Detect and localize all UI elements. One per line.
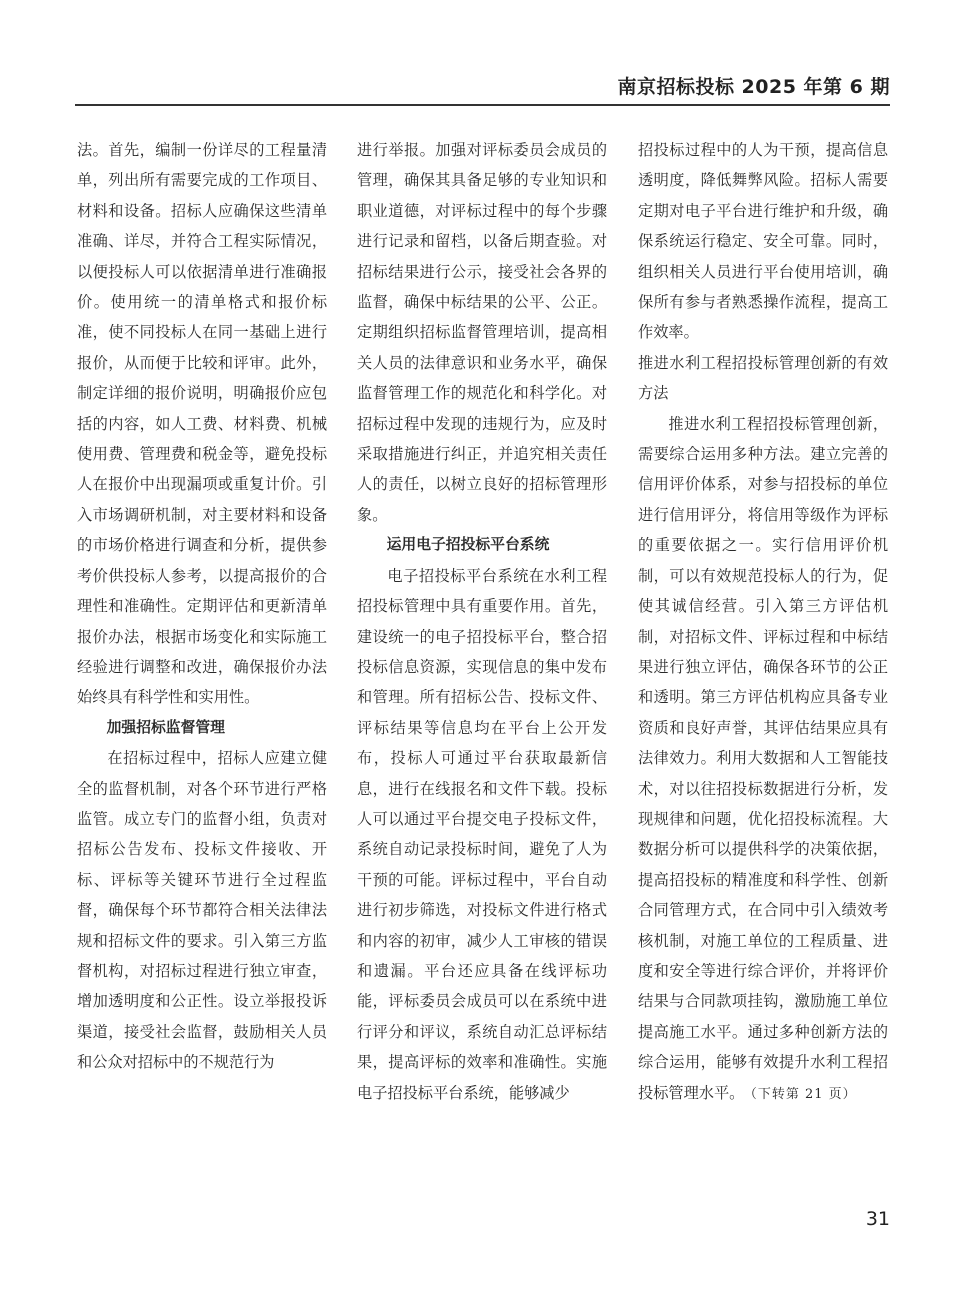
column-2 — [357, 135, 607, 1108]
paragraph: 在招标过程中，招标人应建立健全的监督机制，对各个环节进行严格监管。成立专门的监督小组，负责对招标公告发布、投标文件接收、开标、评标等关键环节进行全过程监督，确保每个环节都符合相关法律法规和招标文件的要求。引入第三方监督机构，对招标过程进行独立审查，增加透明度和公正性。设立举报投诉渠道，接受社会监督，鼓励相关人员和公众对招标中的不规范行为 — [77, 749, 327, 1072]
section-heading: 推进水利工程招投标管理创新的有效方法 — [638, 353, 888, 403]
column-1 — [77, 135, 327, 1078]
paragraph: 招投标过程中的人为干预，提高信息透明度，降低舞弊风险。招标人需要定期对电子平台进行维护和升级，确保系统运行稳定、安全可靠。同时，组织相关人员进行平台使用培训，确保所有参与者熟悉操作流程，提高工作效率。 — [638, 141, 888, 342]
column-3 — [638, 135, 888, 1110]
paragraph — [638, 409, 888, 1110]
page-number: 31 — [865, 1208, 890, 1230]
running-header — [75, 72, 890, 100]
section-heading: 加强招标监督管理 — [106, 718, 225, 736]
paragraph-text: 推进水利工程招投标管理创新，需要综合运用多种方法。建立完善的信用评价体系，对参与招投标的单位进行信用评分，将信用等级作为评标的重要依据之一。实行信用评价机制，可以有效规范投标人的行为，促使其诚信经营。引入第三方评估机制，对招标文件、评标过程和中标结果进行独立评估，确保各环节的公正和透明。第三方评估机构应具备专业资质和良好声誉，其评估结果应具有法律效力。利用大数据和人工智能技术，对以往招投标数据进行分析，发现规律和问题，优化招投标流程。大数据分析可以提供科学的决策依据，提高招投标的精准度和科学性、创新合同管理方式，在合同中引入绩效考核机制，对施工单位的工程质量、进度和安全等进行综合评价，并将评价结果与合同款项挂钩，激励施工单位提高施工水平。通过多种创新方法的综合运用，能够有效提升水利工程招投标管理水平。 — [638, 414, 888, 1102]
section-heading: 运用电子招投标平台系统 — [386, 536, 550, 554]
header-divider — [75, 104, 890, 106]
paragraph: 进行举报。加强对评标委员会成员的管理，确保其具备足够的专业知识和职业道德，对评标过程中的每个步骤进行记录和留档，以备后期查验。对招标结果进行公示，接受社会各界的监督，确保中标结果的公平、公正。定期组织招标监督管理培训，提高相关人员的法律意识和业务水平，确保监督管理工作的规范化和科学化。对招标过程中发现的违规行为，应及时采取措施进行纠正，并追究相关责任人的责任，以树立良好的招标管理形象。 — [357, 141, 607, 524]
paragraph: 电子招投标平台系统在水利工程招投标管理中具有重要作用。首先，建设统一的电子招投标平台，整合招投标信息资源，实现信息的集中发布和管理。所有招标公告、投标文件、评标结果等信息均在平台上公开发布，投标人可通过平台获取最新信息，进行在线报名和文件下载。投标人可以通过平台提交电子投标文件，系统自动记录投标时间，避免了人为干预的可能。评标过程中，平台自动进行初步筛选，对投标文件进行格式和内容的初审，减少人工审核的错误和遗漏。平台还应具备在线评标功能，评标委员会成员可以在系统中进行评分和评议，系统自动汇总评标结果，提高评标的效率和准确性。实施电子招投标平台系统，能够减少 — [357, 566, 607, 1102]
journal-title: 南京招标投标 2025 年第 6 期 — [617, 76, 890, 98]
continued-note: （下转第 21 页） — [750, 1086, 857, 1102]
paragraph: 法。首先，编制一份详尽的工程量清单，列出所有需要完成的工作项目、材料和设备。招标人应确保这些清单准确、详尽，并符合工程实际情况，以便投标人可以依据清单进行准确报价。使用统一的清单格式和报价标准，使不同投标人在同一基础上进行报价，从而便于比较和评审。此外，制定详细的报价说明，明确报价应包括的内容，如人工费、材料费、机械使用费、管理费和税金等，避免投标人在报价中出现漏项或重复计价。引入市场调研机制，对主要材料和设备的市场价格进行调查和分析，提供参考价供投标人参考，以提高报价的合理性和准确性。定期评估和更新清单报价办法，根据市场变化和实际施工经验进行调整和改进，确保报价办法始终具有科学性和实用性。 — [77, 141, 327, 707]
